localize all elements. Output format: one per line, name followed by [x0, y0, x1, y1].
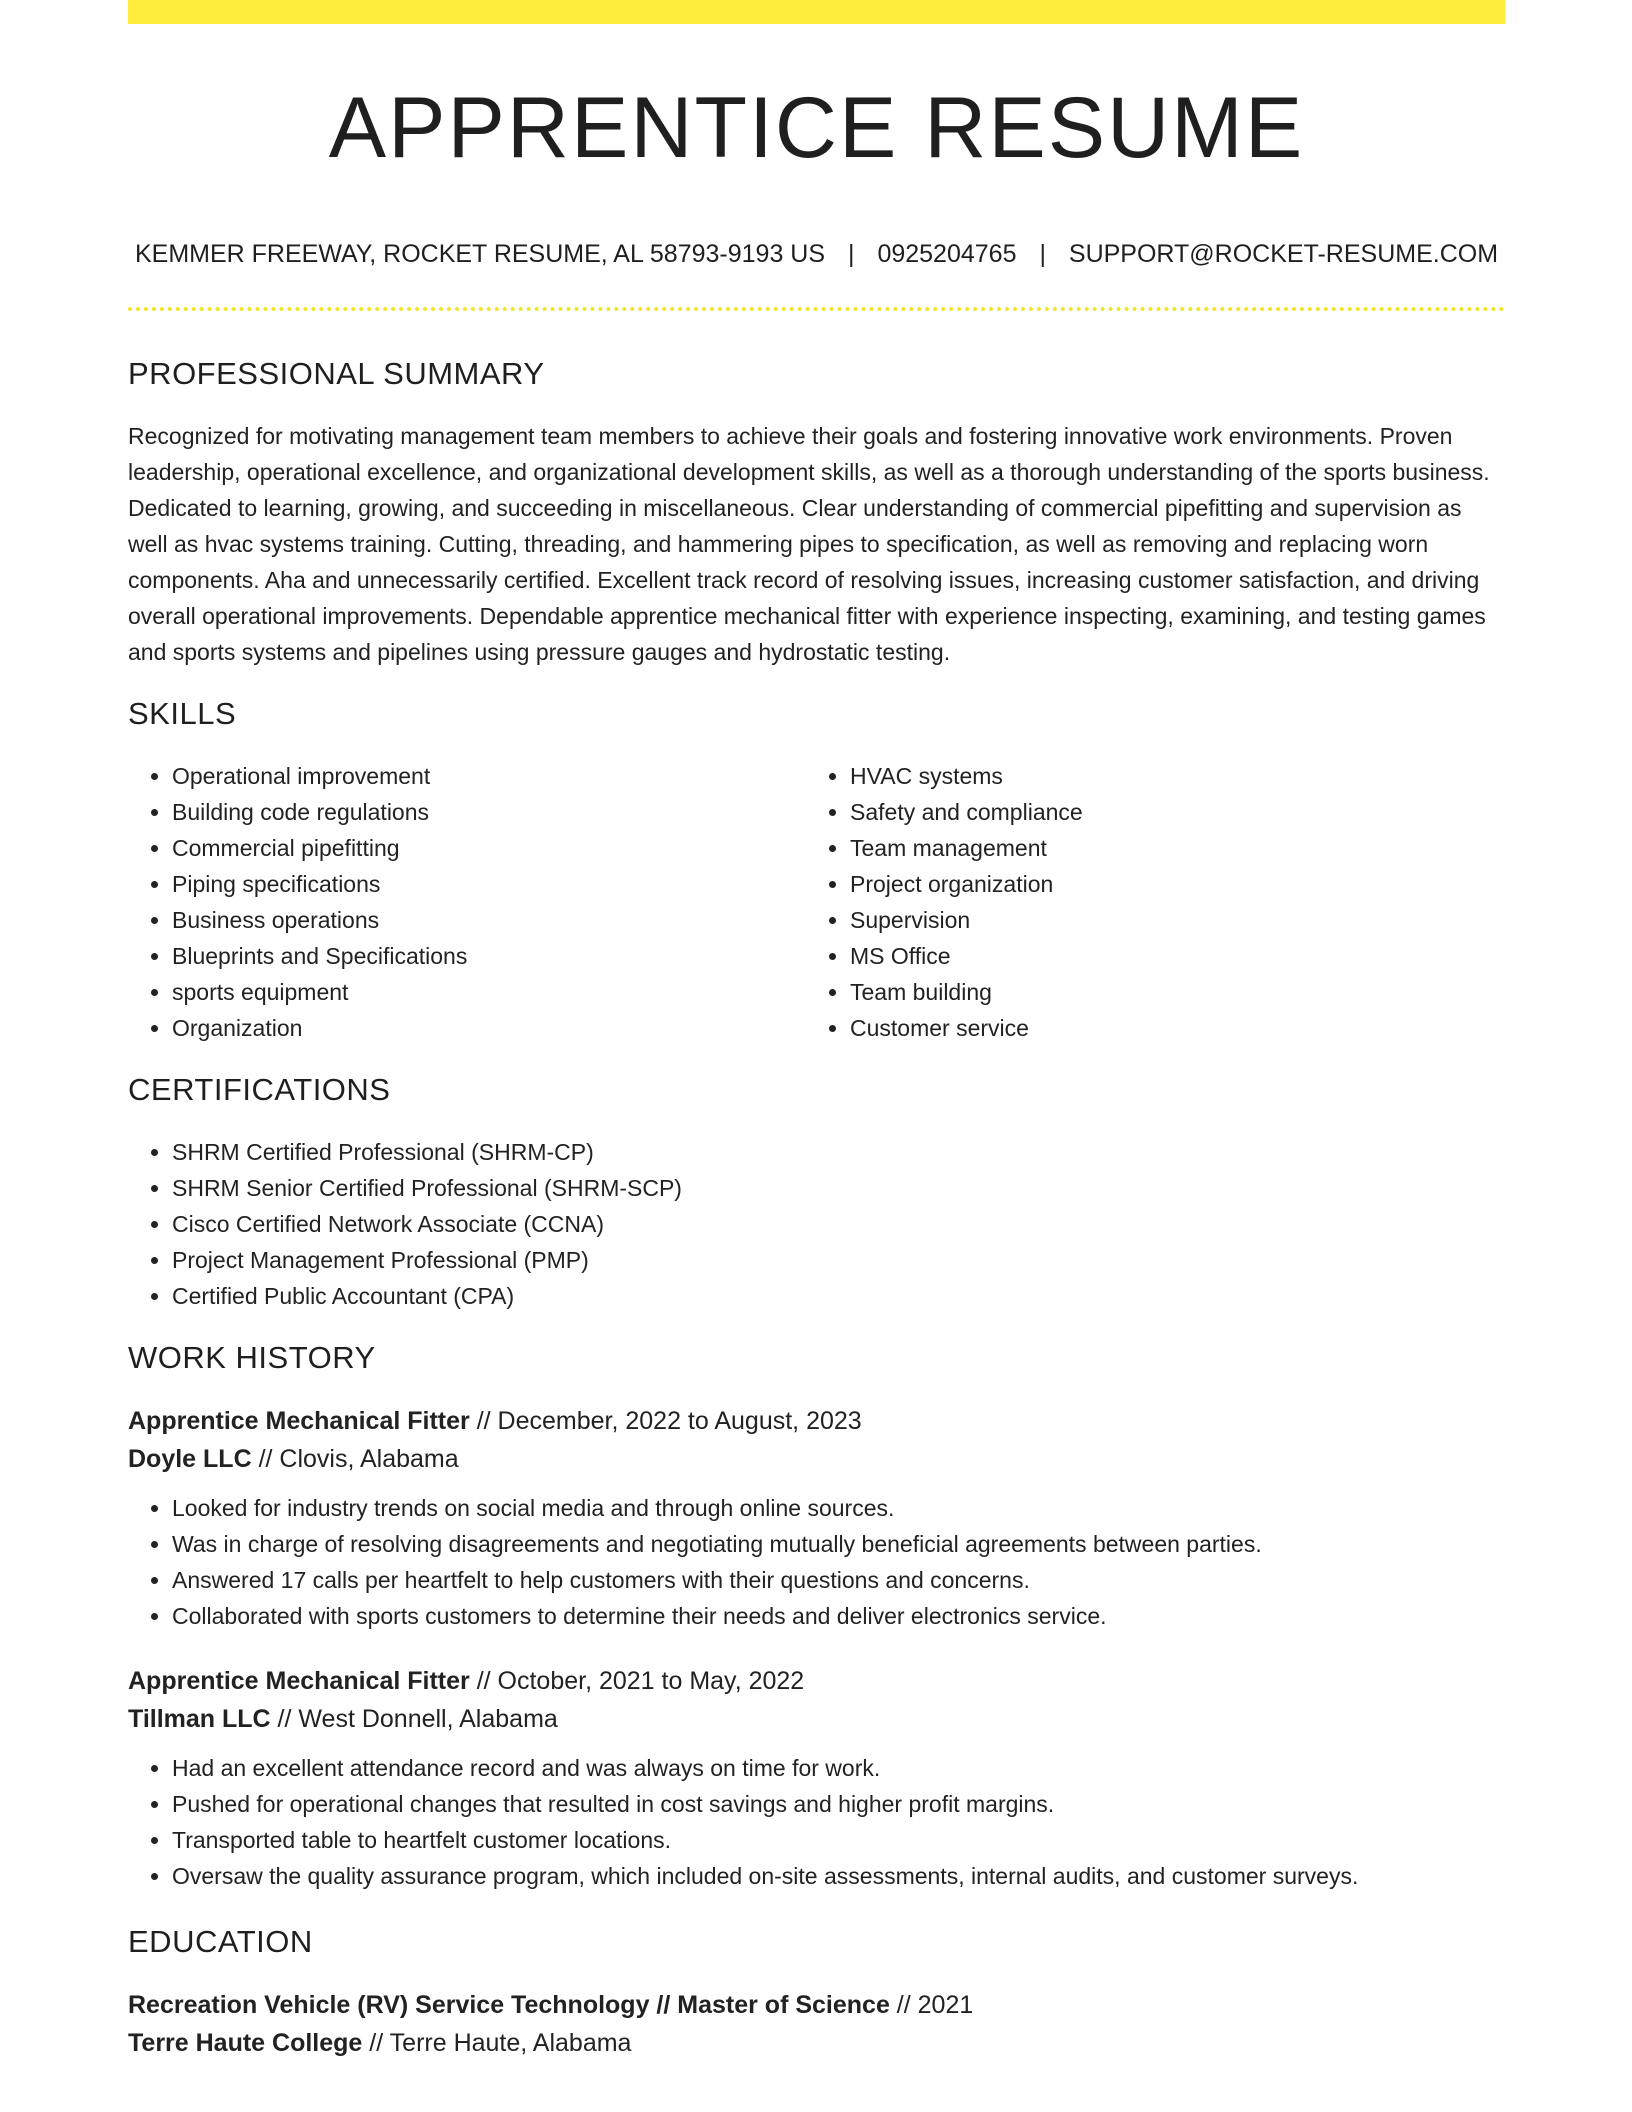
job-bullets [128, 1490, 1505, 1634]
resume-page [128, 0, 1505, 2112]
accent-top-bar [128, 0, 1505, 24]
job-bullet: • Pushed for operational changes that resulted in cost savings and higher profit margins. [172, 1786, 1505, 1822]
skill-item: • Team building [850, 974, 1484, 1010]
summary-text: Recognized for motivating management team members to achieve their goals and fostering innovative work environments. Proven leadership, operational excellence, and organizational development skills, as well as a thorough understanding of the sports business. Dedicated to learning, growing, and succeeding in miscellaneous. Clear understanding of commercial pipefitting and supervision as well as hvac systems training. Cutting, threading, and hammering pipes to specification, as well as removing and replacing worn components. Aha and unnecessarily certified. Excellent track record of resolving issues, increasing customer satisfaction, and driving overall operational improvements. Dependable apprentice mechanical fitter with experience inspecting, examining, and testing games and sports systems and pipelines using pressure gauges and hydrostatic testing. [128, 423, 1490, 665]
certifications-section [128, 1070, 1505, 1314]
skill-item: • Safety and compliance [850, 794, 1484, 830]
summary-section [128, 354, 1505, 670]
education-degree: Recreation Vehicle (RV) Service Technology // Master of Science [128, 1991, 890, 2019]
job-bullet: • Collaborated with sports customers to determine their needs and deliver electronics service. [172, 1598, 1505, 1634]
contact-address: KEMMER FREEWAY, ROCKET RESUME, AL 58793-9193 US [134, 240, 826, 268]
job-title: Apprentice Mechanical Fitter [128, 1407, 470, 1435]
job-company: Tillman LLC [128, 1705, 271, 1733]
job-bullet: • Was in charge of resolving disagreements and negotiating mutually beneficial agreements between parties. [172, 1526, 1505, 1562]
skill-item: • Project organization [850, 866, 1484, 902]
job-company-line [128, 1440, 1505, 1478]
certification-item: • SHRM Senior Certified Professional (SHRM-SCP) [172, 1170, 1505, 1206]
job-title-line [128, 1662, 1505, 1700]
contact-line [128, 238, 1505, 270]
certification-item: • Project Management Professional (PMP) [172, 1242, 1505, 1278]
job-entry [128, 1402, 1505, 1634]
work-history-section [128, 1338, 1505, 1894]
job-bullets [128, 1750, 1505, 1894]
certification-item: • SHRM Certified Professional (SHRM-CP) [172, 1134, 1505, 1170]
skill-item: • Business operations [172, 902, 806, 938]
job-dates: // October, 2021 to May, 2022 [469, 1667, 805, 1695]
job-title-line [128, 1402, 1505, 1440]
skill-item: • sports equipment [172, 974, 806, 1010]
education-section [128, 1922, 1505, 2062]
education-heading: EDUCATION [128, 1924, 313, 1959]
skill-item: • Building code regulations [172, 794, 806, 830]
job-bullet: • Transported table to heartfelt customer locations. [172, 1822, 1505, 1858]
skills-right-list [806, 758, 1484, 1046]
education-school-line [128, 2024, 1505, 2062]
contact-separator: | [1039, 240, 1046, 268]
certifications-list [128, 1134, 1505, 1314]
certification-item: • Certified Public Accountant (CPA) [172, 1278, 1505, 1314]
resume-title: APPRENTICE RESUME [328, 80, 1305, 176]
skill-item: • HVAC systems [850, 758, 1484, 794]
skill-item: • Supervision [850, 902, 1484, 938]
job-bullet: • Answered 17 calls per heartfelt to help customers with their questions and concerns. [172, 1562, 1505, 1598]
job-company: Doyle LLC [128, 1445, 252, 1473]
certifications-heading: CERTIFICATIONS [128, 1072, 391, 1107]
contact-separator: | [847, 240, 855, 268]
contact-phone: 0925204765 [877, 240, 1017, 268]
skills-grid [128, 758, 1505, 1046]
summary-heading: PROFESSIONAL SUMMARY [128, 356, 545, 391]
resume-content [128, 354, 1505, 2062]
certification-item: • Cisco Certified Network Associate (CCNA) [172, 1206, 1505, 1242]
dotted-divider [128, 307, 1505, 311]
job-dates: // December, 2022 to August, 2023 [469, 1407, 862, 1435]
job-location: // Clovis, Alabama [251, 1445, 459, 1473]
job-title: Apprentice Mechanical Fitter [128, 1667, 470, 1695]
education-degree-line [128, 1986, 1505, 2024]
skill-item: • Commercial pipefitting [172, 830, 806, 866]
contact-email: SUPPORT@ROCKET-RESUME.COM [1068, 240, 1499, 268]
skill-item: • Organization [172, 1010, 806, 1046]
skill-item: • Customer service [850, 1010, 1484, 1046]
education-year: // 2021 [889, 1991, 974, 2019]
job-bullet: • Oversaw the quality assurance program, which included on-site assessments, internal audits, and customer surveys. [172, 1858, 1505, 1894]
education-location: // Terre Haute, Alabama [362, 2029, 632, 2057]
job-bullet: • Had an excellent attendance record and was always on time for work. [172, 1750, 1505, 1786]
skill-item: • Blueprints and Specifications [172, 938, 806, 974]
skill-item: • Operational improvement [172, 758, 806, 794]
skills-left-list [128, 758, 806, 1046]
education-school: Terre Haute College [128, 2029, 363, 2057]
skill-item: • Piping specifications [172, 866, 806, 902]
skills-section [128, 694, 1505, 1046]
job-location: // West Donnell, Alabama [270, 1705, 558, 1733]
skill-item: • MS Office [850, 938, 1484, 974]
job-entry [128, 1662, 1505, 1894]
job-bullet: • Looked for industry trends on social media and through online sources. [172, 1490, 1505, 1526]
work-history-heading: WORK HISTORY [128, 1340, 376, 1375]
skills-heading: SKILLS [128, 696, 237, 731]
job-company-line [128, 1700, 1505, 1738]
skill-item: • Team management [850, 830, 1484, 866]
